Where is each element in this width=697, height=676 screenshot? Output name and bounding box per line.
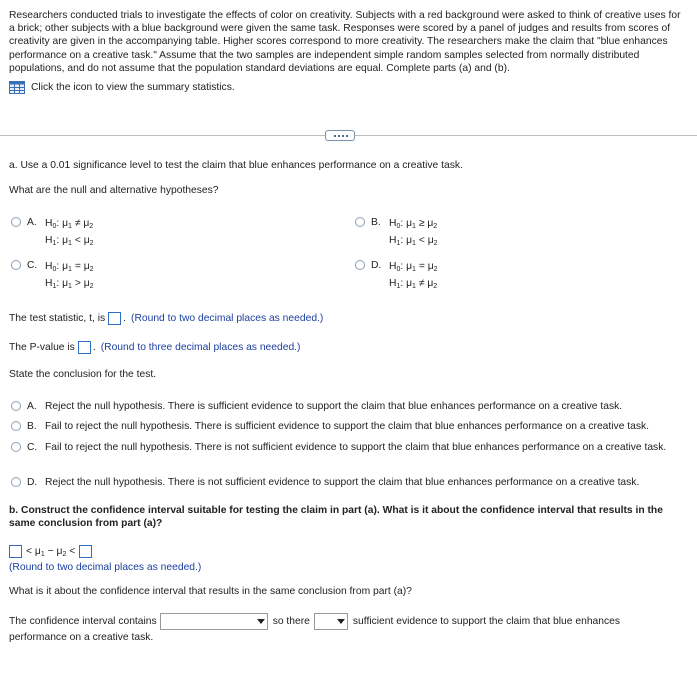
radio-button[interactable] [11, 401, 21, 411]
test-stat-label: The test statistic, t, is [9, 313, 106, 324]
conclusion-text: Fail to reject the null hypothesis. There is sufficient evidence to support the claim that blue enhances performance on a creative task. [45, 421, 650, 432]
test-stat-row: The test statistic, t, is . (Round to two decimal places as needed.) [9, 313, 324, 324]
conclusion-option[interactable] [11, 442, 683, 454]
part-a-title: a. Use a 0.01 significance level to test the claim that blue enhances performance on a creative task. [9, 160, 463, 171]
ci-sentence-tail: performance on a creative task. [9, 632, 154, 643]
ci-row [9, 545, 92, 558]
test-stat-hint: (Round to two decimal places as needed.) [131, 313, 324, 324]
pvalue-row: The P-value is . (Round to three decimal places as needed.) [9, 342, 301, 353]
hypothesis-pair: $H_0$: $\mu_1 \ge \mu_2$ $H_1$: $\mu_1 < \mu_2$ [389, 218, 438, 247]
conclusion-option[interactable] [11, 421, 683, 433]
ci-hint: (Round to two decimal places as needed.) [9, 562, 202, 573]
radio-button[interactable] [11, 477, 21, 487]
problem-statement: Researchers conducted trials to investigate the effects of color on creativity. Subjects with a red background were asked to think of creative uses for a brick; other subjects with a blue background were given the same task. Responses were scored by a panel of judges and results from scores of creativity are given in the accompanying table. Higher scores correspond to more creativity. The researchers make the claim that "blue enhances performance on a creative task." Assume that the two samples are independent simple random samples selected from normally distributed populations, and do not assume that the population standard deviations are equal. Complete parts (a) and (b). [9, 10, 681, 74]
conclusion-text: Reject the null hypothesis. There is not sufficient evidence to support the claim that blue enhances performance on a creative task. [45, 477, 640, 488]
ci-sentence-start: The confidence interval contains [9, 616, 157, 627]
option-letter: B. [27, 421, 37, 432]
pvalue-input[interactable] [78, 341, 91, 354]
radio-button[interactable] [11, 421, 21, 431]
option-letter: A. [27, 401, 37, 412]
conclusion-text: Fail to reject the null hypothesis. There is not sufficient evidence to support the claim that blue enhances performance on a creative task. [45, 442, 667, 453]
hypothesis-option[interactable] [11, 260, 94, 294]
expand-toggle[interactable] [325, 130, 355, 141]
test-stat-input[interactable] [108, 312, 121, 325]
conclusion-text: Reject the null hypothesis. There is sufficient evidence to support the claim that blue enhances performance on a creative task. [45, 401, 623, 412]
hypothesis-pair: $H_0$: $\mu_1 \ne \mu_2$ $H_1$: $\mu_1 < \mu_2$ [45, 218, 94, 247]
pvalue-hint: (Round to three decimal places as needed.) [100, 342, 301, 353]
pvalue-label: The P-value is [9, 342, 75, 353]
ci-upper-input[interactable] [79, 545, 92, 558]
ci-question: What is it about the confidence interval that results in the same conclusion from part (a)? [9, 586, 412, 597]
radio-button[interactable] [11, 442, 21, 452]
option-letter: D. [27, 477, 38, 488]
summary-stats-link[interactable] [9, 81, 235, 94]
option-letter: D. [371, 260, 382, 271]
ci-sentence-mid: so there [272, 616, 310, 627]
option-letter: A. [27, 217, 37, 228]
summary-stats-link-text[interactable]: Click the icon to view the summary statistics. [31, 82, 235, 93]
radio-button[interactable] [355, 260, 365, 270]
option-letter: B. [371, 217, 381, 228]
ci-sentence-end: sufficient evidence to support the claim that blue enhances [352, 616, 621, 627]
ci-sentence [9, 613, 620, 630]
hypothesis-option[interactable] [11, 217, 94, 251]
table-icon[interactable] [9, 81, 25, 94]
option-letter: C. [27, 260, 38, 271]
conclusion-option[interactable] [11, 401, 683, 413]
hypothesis-pair: $H_0$: $\mu_1 = \mu_2$ $H_1$: $\mu_1 > \mu_2$ [45, 261, 94, 290]
ci-lower-input[interactable] [9, 545, 22, 558]
hypothesis-pair: $H_0$: $\mu_1 = \mu_2$ $H_1$: $\mu_1 \ne \mu_2$ [389, 261, 438, 290]
radio-button[interactable] [11, 260, 21, 270]
conclusion-option[interactable] [11, 477, 683, 489]
ci-evidence-dropdown[interactable] [314, 613, 348, 630]
hypothesis-option[interactable] [355, 217, 438, 251]
conclusion-prompt: State the conclusion for the test. [9, 369, 157, 380]
radio-button[interactable] [11, 217, 21, 227]
option-letter: C. [27, 442, 38, 453]
chevron-down-icon [335, 615, 346, 628]
chevron-down-icon [255, 615, 266, 628]
ci-expression: < $\mu_1 - \mu_2$ < [26, 545, 76, 558]
hypotheses-question: What are the null and alternative hypotheses? [9, 185, 219, 196]
radio-button[interactable] [355, 217, 365, 227]
ci-contains-dropdown[interactable] [160, 613, 268, 630]
hypothesis-option[interactable] [355, 260, 438, 294]
part-b-title: b. Construct the confidence interval suitable for testing the claim in part (a). What is it about the confidence interval that results in the same conclusion from part (a)? [9, 505, 663, 529]
